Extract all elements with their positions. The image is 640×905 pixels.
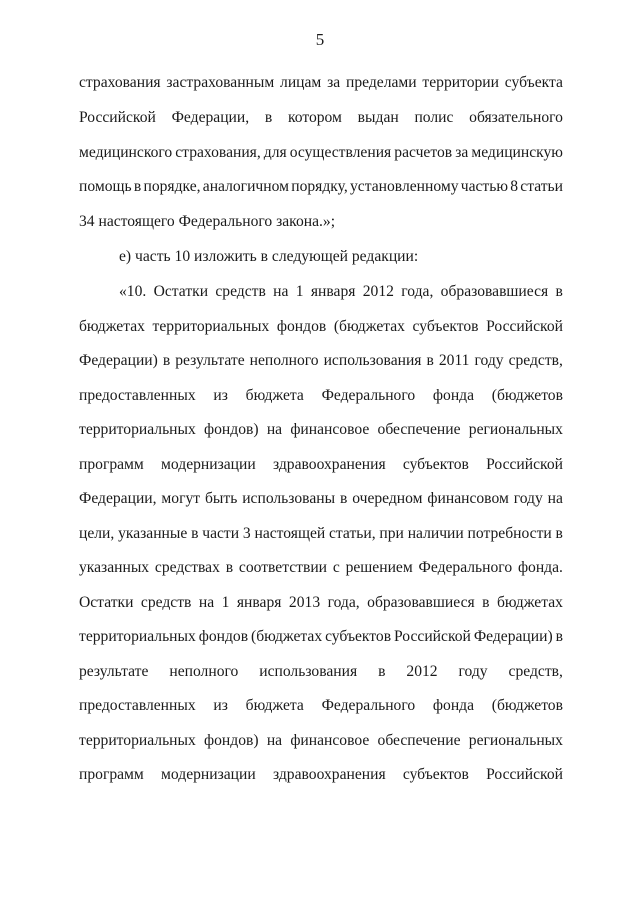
text-line-7 <box>119 283 563 301</box>
word: Остатки <box>79 594 134 611</box>
word: на <box>198 594 215 611</box>
word: части <box>202 525 240 542</box>
word: в <box>426 352 434 369</box>
text-line-13 <box>79 490 563 508</box>
word: в <box>378 663 386 680</box>
word: с <box>332 559 340 576</box>
word: застрахованным <box>166 74 275 91</box>
word: на <box>273 283 289 300</box>
word: аналогичном <box>202 178 289 195</box>
word: средств, <box>508 663 563 680</box>
word: модернизации <box>161 456 256 473</box>
word: бюджета <box>245 697 304 714</box>
word: настоящей <box>254 525 326 542</box>
word: предоставленных <box>79 387 196 404</box>
word: территориальных <box>79 421 196 438</box>
word: обязательного <box>469 109 563 126</box>
word: здравоохранения <box>272 456 386 473</box>
word: году <box>458 663 488 680</box>
word: Федерального <box>321 697 416 714</box>
text-line-14 <box>79 525 563 543</box>
word: бюджетах <box>79 318 145 335</box>
word: Федерации) <box>473 628 553 645</box>
text-line-17 <box>79 628 563 646</box>
word: территориальных <box>79 628 196 645</box>
word: Российской <box>486 766 563 783</box>
word: предоставленных <box>79 697 196 714</box>
word: 2012 <box>362 283 394 300</box>
word: котором <box>287 109 342 126</box>
word: региональных <box>468 732 563 749</box>
word: региональных <box>468 421 563 438</box>
word: (бюджетов <box>491 697 563 714</box>
word: финансовое <box>290 421 370 438</box>
text-line-19 <box>79 697 563 715</box>
text-line-1 <box>79 74 563 92</box>
word: января <box>310 283 356 300</box>
word: в <box>264 109 273 126</box>
word: 8 <box>510 178 519 195</box>
word: могут <box>161 490 201 507</box>
word: наличии <box>407 525 464 542</box>
word: быть <box>204 490 238 507</box>
word: субъектов <box>402 766 469 783</box>
word: пределами <box>345 74 417 91</box>
word: решением <box>345 559 413 576</box>
word: финансовом <box>427 490 509 507</box>
text-line-21 <box>79 766 563 784</box>
word: фондов <box>276 318 327 335</box>
word: потребности <box>467 525 552 542</box>
word: из <box>213 387 228 404</box>
text-line-2 <box>79 109 563 127</box>
word: Федерации, <box>171 109 250 126</box>
word: году <box>474 352 504 369</box>
word: на <box>547 490 563 507</box>
word: результате <box>79 663 149 680</box>
word: Федерального <box>418 559 513 576</box>
text-line-9 <box>79 352 563 370</box>
word: страхования, <box>175 144 261 161</box>
word: неполного <box>249 352 319 369</box>
word: в <box>191 525 199 542</box>
word: обеспечение <box>377 421 461 438</box>
word: страхования <box>79 74 161 91</box>
word: 1 <box>221 594 230 611</box>
word: территориальных <box>79 732 196 749</box>
word: средств, <box>508 352 563 369</box>
word: фондов) <box>204 732 259 749</box>
word: соответствии <box>238 559 328 576</box>
word: Российской <box>79 109 156 126</box>
word: субъекта <box>504 74 563 91</box>
word: «10. <box>119 283 147 300</box>
text-line-20 <box>79 732 563 750</box>
word: фонда <box>432 697 475 714</box>
word: статьи, <box>329 525 376 542</box>
text-line-3 <box>79 144 563 162</box>
word: за <box>327 74 341 91</box>
word: использованы <box>242 490 336 507</box>
word: модернизации <box>161 766 256 783</box>
word: полис <box>414 109 454 126</box>
word: медицинского <box>79 144 173 161</box>
word: года, <box>327 594 360 611</box>
word: использования <box>323 352 422 369</box>
page-number: 5 <box>315 30 325 49</box>
word: цели, <box>79 525 115 542</box>
word: (бюджетах <box>251 628 323 645</box>
word: программ <box>79 456 144 473</box>
text-line-12 <box>79 456 563 474</box>
word: неполного <box>169 663 239 680</box>
word: фонда. <box>517 559 563 576</box>
word: 2013 <box>288 594 321 611</box>
word: программ <box>79 766 144 783</box>
word: средствах <box>154 559 220 576</box>
text-line-18 <box>79 663 563 681</box>
word: субъектов <box>412 318 479 335</box>
word: бюджета <box>245 387 304 404</box>
text-line-11 <box>79 421 563 439</box>
word: Российской <box>394 628 471 645</box>
word: фондов) <box>204 421 259 438</box>
word: в <box>555 525 563 542</box>
text-line-16 <box>79 594 563 612</box>
word: выдан <box>357 109 399 126</box>
word: результате <box>175 352 245 369</box>
word: 2011 <box>438 352 470 369</box>
word: порядку, <box>291 178 348 195</box>
word: в <box>339 490 348 507</box>
word: установленному <box>350 178 459 195</box>
word: году <box>513 490 543 507</box>
word: территории <box>422 74 499 91</box>
word: частью <box>460 178 509 195</box>
word: образовавшиеся <box>367 594 475 611</box>
word: на <box>266 732 283 749</box>
word: 3 <box>242 525 251 542</box>
word: субъектов <box>402 456 469 473</box>
word: порядке, <box>143 178 201 195</box>
word: осуществления <box>289 144 392 161</box>
text-line-15 <box>79 559 563 577</box>
word: Федерации) <box>79 352 158 369</box>
word: 1 <box>295 283 304 300</box>
word: за <box>455 144 469 161</box>
word: средств <box>140 594 192 611</box>
word: 2012 <box>406 663 438 680</box>
word: медицинскую <box>471 144 563 161</box>
word: использования <box>259 663 358 680</box>
word: финансовое <box>290 732 370 749</box>
word: в <box>133 178 142 195</box>
word: в <box>555 283 563 300</box>
text-line-6: е) часть 10 изложить в следующей редакции: <box>119 248 419 265</box>
word: Федерального <box>321 387 416 404</box>
word: лицам <box>280 74 322 91</box>
text-line-5: 34 настоящего Федерального закона.»; <box>79 213 336 230</box>
word: Российской <box>486 456 563 473</box>
word: Федерации, <box>79 490 157 507</box>
word: бюджетах <box>496 594 563 611</box>
word: (бюджетах <box>333 318 405 335</box>
word: фонда <box>432 387 475 404</box>
word: указанные <box>118 525 188 542</box>
word: очередном <box>352 490 423 507</box>
word: средств <box>215 283 266 300</box>
word: субъектов <box>325 628 392 645</box>
word: из <box>213 697 228 714</box>
word: образовавшиеся <box>440 283 549 300</box>
text-line-8 <box>79 318 563 336</box>
word: в <box>162 352 171 369</box>
word: указанных <box>79 559 150 576</box>
word: для <box>263 144 287 161</box>
word: расчетов <box>394 144 453 161</box>
word: обеспечение <box>377 732 461 749</box>
word: при <box>379 525 404 542</box>
word: в <box>482 594 490 611</box>
text-line-4 <box>79 178 563 196</box>
word: на <box>266 421 283 438</box>
word: Остатки <box>153 283 209 300</box>
word: года, <box>401 283 434 300</box>
word: здравоохранения <box>272 766 386 783</box>
word: статьи <box>520 178 563 195</box>
word: в <box>225 559 234 576</box>
word: Российской <box>486 318 563 335</box>
text-line-10 <box>79 387 563 405</box>
word: фондов <box>198 628 249 645</box>
word: января <box>236 594 282 611</box>
word: в <box>555 628 563 645</box>
word: территориальных <box>152 318 270 335</box>
word: (бюджетов <box>491 387 563 404</box>
word: помощь <box>79 178 132 195</box>
